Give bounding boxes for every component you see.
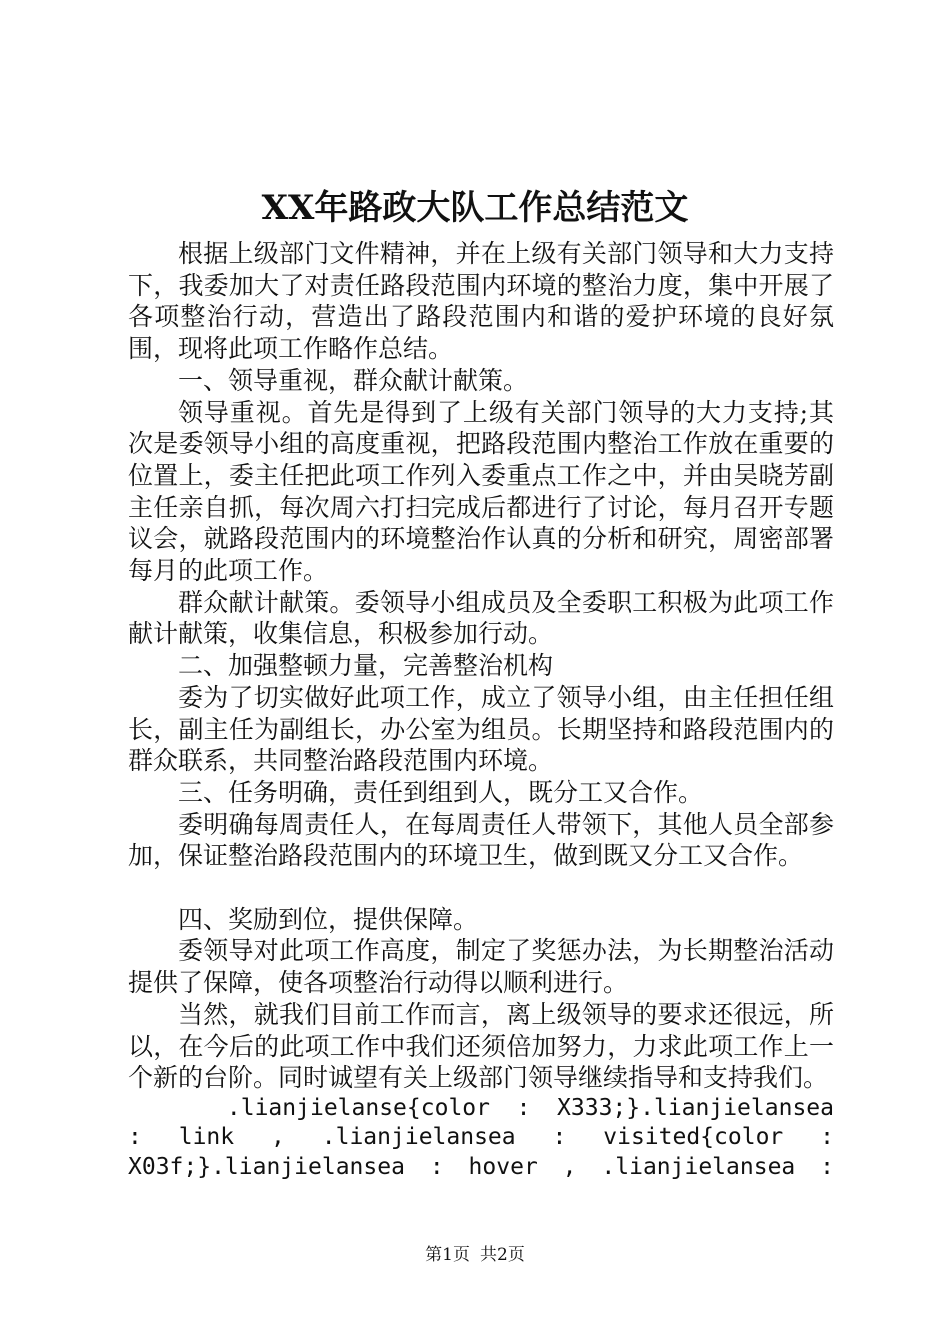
document-body — [128, 238, 834, 1182]
page-total: 共2页 — [480, 1245, 525, 1265]
paragraph-responsibility: 委明确每周责任人，在每周责任人带领下，其他人员全部参加，保证整治路段范围内的环境卫生，做到既又分工又合作。 — [128, 809, 834, 871]
section-heading-2: 二、加强整顿力量，完善整治机构 — [178, 651, 554, 681]
stray-css-text: .lianjielanse{color : X333;}.lianjielansea : link , .lianjielansea : visited{color : X03f;}.lianjielansea : hover , .lianjielansea : — [128, 1094, 834, 1180]
section-heading-1: 一、领导重视，群众献计献策。 — [178, 365, 529, 395]
paragraph-intro: 根据上级部门文件精神，并在上级有关部门领导和大力支持下，我委加大了对责任路段范围内环境的整治力度，集中开展了各项整治行动，营造出了路段范围内和谐的爱护环境的良好氛围，现将此项工作略作总结。 — [128, 239, 834, 364]
paragraph-conclusion: 当然，就我们目前工作而言，离上级领导的要求还很远，所以，在今后的此项工作中我们还须倍加努力，力求此项工作上一个新的台阶。同时诚望有关上级部门领导继续指导和支持我们。 — [128, 999, 834, 1093]
paragraph-organization: 委为了切实做好此项工作，成立了领导小组，由主任担任组长，副主任为副组长，办公室为组员。长期坚持和路段范围内的群众联系，共同整治路段范围内环境。 — [128, 682, 834, 776]
page-footer — [0, 1244, 950, 1266]
blank-line — [128, 872, 834, 904]
section-heading-3: 三、任务明确，责任到组到人，既分工又合作。 — [178, 777, 704, 807]
paragraph-suggestions: 群众献计献策。委领导小组成员及全委职工积极为此项工作献计献策，收集信息，积极参加行动。 — [128, 587, 834, 649]
section-heading-4: 四、奖励到位，提供保障。 — [178, 904, 479, 934]
document-title: XX年路政大队工作总结范文 — [261, 188, 689, 228]
paragraph-leadership: 领导重视。首先是得到了上级有关部门领导的大力支持;其次是委领导小组的高度重视，把路段范围内整治工作放在重要的位置上，委主任把此项工作列入委重点工作之中，并由吴晓芳副主任亲自抓，每次周六打扫完成后都进行了讨论，每月召开专题议会，就路段范围内的环境整治作认真的分析和研究，周密部署每月的此项工作。 — [128, 397, 834, 586]
paragraph-rewards: 委领导对此项工作高度，制定了奖惩办法，为长期整治活动提供了保障，使各项整治行动得以顺利进行。 — [128, 936, 834, 998]
page-number: 第1页 — [425, 1245, 470, 1265]
